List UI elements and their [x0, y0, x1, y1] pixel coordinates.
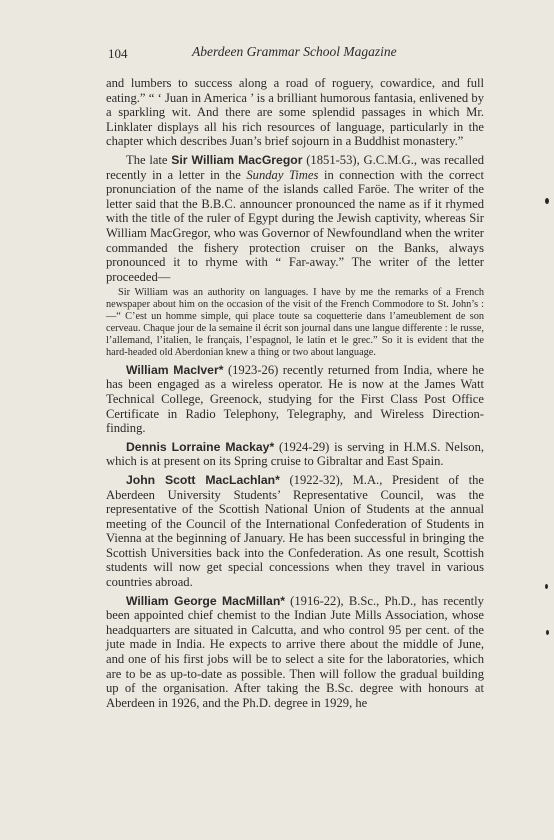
- paragraph-text: (1924-29) is serving in H.M.S. Nelson, which is at present on its Spring cruise to Gibraltar and East Spain.: [106, 439, 485, 469]
- paragraph-macgregor: [106, 153, 484, 284]
- paragraph-text: (1916-22), B.Sc., Ph.D., has recently been appointed chief chemist to the Indian Jute Mills Association, whose headquarters are situated in Calcutta, and who control 95 per cent. of the jute made in India. He expects to arrive there about the middle of June, and one of his first jobs will be to select a site for the laboratories, which are to be as up-to-date as possible. Then will follow the gradual building up of the organisation. After taking the B.Sc. degree with honours at Aberdeen in 1926, and the Ph.D. degree in 1929, he: [106, 593, 484, 710]
- person-name: Dennis Lorraine Mackay*: [126, 439, 275, 454]
- paragraph-maciver: [106, 363, 484, 436]
- newspaper-title: Sunday Times: [246, 167, 319, 182]
- person-name: William MacIver*: [126, 362, 224, 377]
- paragraph-macmillan: [106, 594, 484, 711]
- person-name: John Scott MacLachlan*: [126, 472, 280, 487]
- quote-text: Sir William was an authority on languages. I have by me the remarks of a French newspaper about him on the occasion of the visit of the French Commodore to St. John’s :—“ C’est un homme simple, qui place toute sa coquetterie dans l’ameublement de son cerveau. Chaque jour de la semaine il écrit son journal dans une langue differente : le russe, l’allemand, l’italien, le français, l’espagnol, le latin et le grec.” So it is evident that the hard-headed old Aberdonian knew a thing or two about language.: [106, 287, 484, 358]
- ink-speck: [546, 630, 549, 635]
- paragraph-text: (1922-32), M.A., President of the Aberdeen University Students’ Representative Council, was the representative of the Scottish National Union of Students at the annual meeting of the Council of the International Confederation of Students in Vienna at the beginning of January. He has been successful in bringing the Scottish Universities back into the Confederation. As one result, Scottish students will now get special concessions when they travel in various countries abroad.: [106, 472, 484, 590]
- person-name: Sir William MacGregor: [171, 152, 303, 167]
- paragraph-maclachlan: [106, 473, 484, 590]
- block-quote: [106, 287, 484, 358]
- paragraph-text: (1851-53), G.C.M.G., was recalled recently in a letter in the: [106, 152, 484, 182]
- person-name: William George MacMillan*: [126, 593, 286, 608]
- body-text: [106, 76, 484, 710]
- ink-speck: [545, 198, 549, 204]
- paragraph-text: (1923-26) recently returned from India, where he has been engaged as a wireless operator. He is now at the James Watt Technical College, Greenock, studying for the First Class Post Office Certificate in Radio Telephony, Telegraphy, and Wireless Direction-finding.: [106, 362, 484, 436]
- paragraph-text: and lumbers to success along a road of roguery, cowardice, and full eating.” “ ‘ Juan in America ’ is a brilliant humorous fantasia, enlivened by a sparkling wit. And there are some splendid passages in which Mr. Linklater displays all his rich resources of language, particularly in the chapter which describes Juan’s brief sojourn in a Buddhist monastery.”: [106, 76, 484, 149]
- paragraph-continuation: [106, 76, 484, 149]
- page-number: 104: [108, 46, 128, 61]
- paragraph-text: in connection with the correct pronunciation of the name of the islands called Faröe. The writer of the letter said that the B.B.C. announcer pronounced the name as if it rhymed with the title of the ruler of Egypt during the Jewish captivity, whereas Sir William MacGregor, who was Governor of Newfoundland when the writer commanded the fishery protection cruiser on the Banks, always pronounced it to rhyme with “ Far-away.” The writer of the letter proceeded—: [106, 167, 484, 284]
- paragraph-lead: The late: [126, 152, 172, 167]
- running-head: Aberdeen Grammar School Magazine: [192, 44, 397, 59]
- ink-speck: [545, 584, 548, 589]
- paragraph-mackay: [106, 440, 484, 469]
